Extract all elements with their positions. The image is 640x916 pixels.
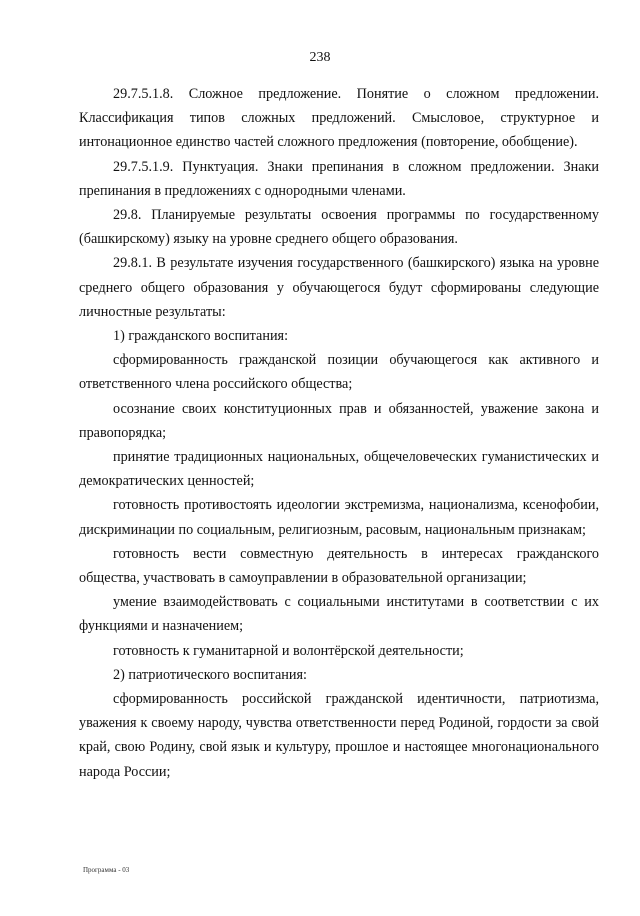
list-item: сформированность российской гражданской идентичности, патриотизма, уважения к своему народу, чувства ответственности перед Родиной, гордости за свой край, свою Родину, свой язык и культуру, прошлое и настоящее многонационального народа России; [79, 691, 599, 780]
section-patriotic-education: 2) патриотического воспитания: [113, 666, 307, 683]
page-number: 238 [309, 50, 331, 65]
paragraph-29-7-5-1-9: 29.7.5.1.9. Пунктуация. Знаки препинания в сложном предложении. Знаки препинания в предложениях с однородными членами. [79, 158, 599, 199]
list-item: готовность к гуманитарной и волонтёрской деятельности; [113, 642, 464, 659]
section-civic-education: 1) гражданского воспитания: [113, 328, 289, 345]
page-footer: Программа - 03 [83, 866, 130, 874]
document-body [79, 82, 599, 784]
list-item: сформированность гражданской позиции обучающегося как активного и ответственного члена российского общества; [79, 352, 599, 393]
list-item: осознание своих конституционных прав и обязанностей, уважение закона и правопорядка; [79, 400, 599, 441]
paragraph-29-8: 29.8. Планируемые результаты освоения программы по государственному (башкирскому) языку на уровне среднего общего образования. [79, 207, 599, 248]
list-item: принятие традиционных национальных, общечеловеческих гуманистических и демократических ценностей; [79, 449, 599, 490]
list-item: готовность противостоять идеологии экстремизма, национализма, ксенофобии, дискриминации по социальным, религиозным, расовым, национальным признакам; [79, 497, 599, 538]
paragraph-29-7-5-1-8: 29.7.5.1.8. Сложное предложение. Понятие о сложном предложении. Классификация типов сложных предложений. Смысловое, структурное и интонационное единство частей сложного предложения (повторение, обобщение). [79, 86, 599, 151]
paragraph-29-8-1: 29.8.1. В результате изучения государственного (башкирского) языка на уровне среднего общего образования у обучающегося будут сформированы следующие личностные результаты: [79, 255, 599, 320]
list-item: умение взаимодействовать с социальными институтами в соответствии с их функциями и назначением; [79, 594, 599, 635]
list-item: готовность вести совместную деятельность в интересах гражданского общества, участвовать в самоуправлении в образовательной организации; [79, 545, 599, 587]
